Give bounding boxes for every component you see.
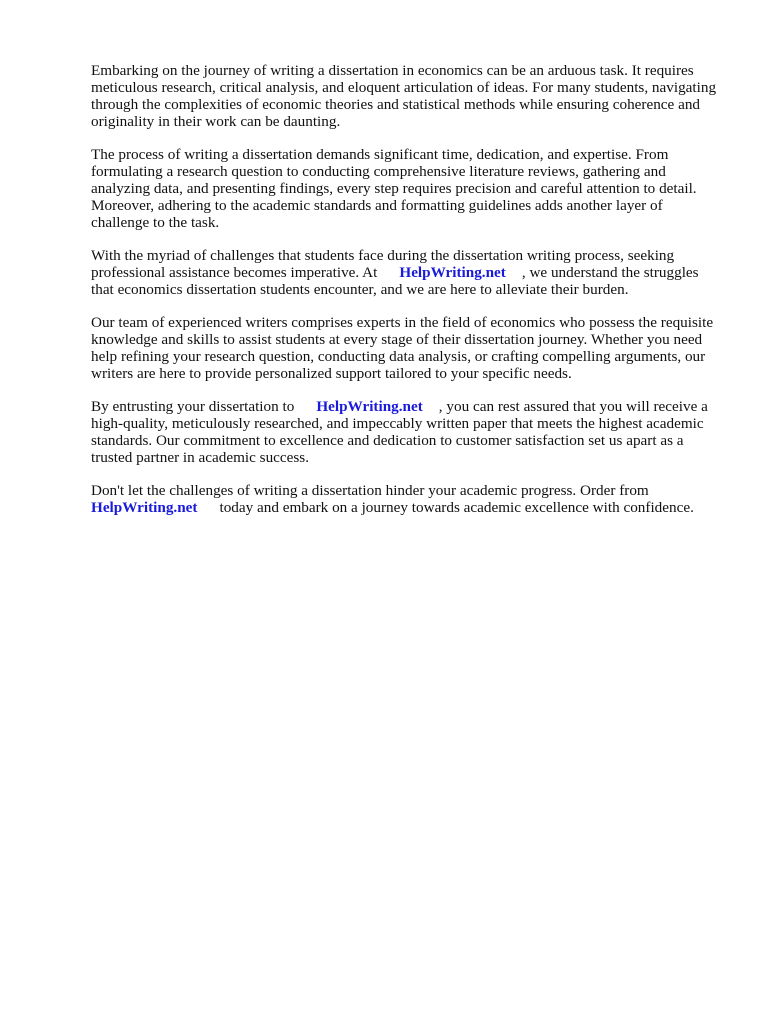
paragraph-entrusting-text-after: , you can rest assured that you will receive a high-quality, meticulously researched, and impeccably written paper that meets the highest academic standards. Our commitment to excellence and dedication to customer satisfaction set us apart as a trusted partner in academic success. [91,398,708,466]
paragraph-process: The process of writing a dissertation demands significant time, dedication, and expertise. From formulating a research question to conducting comprehensive literature reviews, gathering and analyzing data, and presenting findings, every step requires precision and careful attention to detail. Moreover, adhering to the academic standards and formatting guidelines adds another layer of challenge to the task. [91,146,697,231]
paragraph-order-text-after: today and embark on a journey towards academic excellence with confidence. [219,499,694,516]
paragraph-intro: Embarking on the journey of writing a dissertation in economics can be an arduous task. It requires meticulous research, critical analysis, and eloquent articulation of ideas. For many students, navigating through the complexities of economic theories and statistical methods while ensuring coherence and originality in their work can be daunting. [91,62,717,130]
helpwriting-link-1[interactable]: HelpWriting.net [399,264,506,281]
paragraph-entrusting-text-before: By entrusting your dissertation to [91,398,295,415]
paragraph-assistance-text-after: , we understand the struggles that economics dissertation students encounter, and we are here to alleviate their burden. [91,264,699,298]
paragraph-team: Our team of experienced writers comprises experts in the field of economics who possess the requisite knowledge and skills to assist students at every stage of their dissertation journey. Whether you need help refining your research question, conducting data analysis, or crafting compelling arguments, our writers are here to provide personalized support tailored to your specific needs. [91,314,714,382]
paragraph-assistance-text-before: With the myriad of challenges that students face during the dissertation writing process, seeking professional assistance becomes imperative. At [91,247,675,281]
helpwriting-link-3[interactable]: HelpWriting.net [91,499,198,516]
paragraph-entrusting [91,398,723,466]
paragraph-order-text-before: Don't let the challenges of writing a dissertation hinder your academic progress. Order from [91,482,649,499]
paragraph-assistance [91,247,723,298]
document-page [91,62,723,532]
paragraph-order [91,482,723,516]
helpwriting-link-2[interactable]: HelpWriting.net [316,398,423,415]
